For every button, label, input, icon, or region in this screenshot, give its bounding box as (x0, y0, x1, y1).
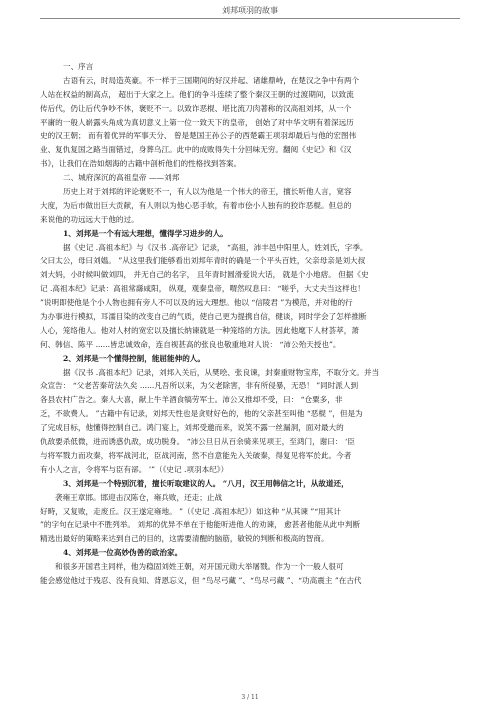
text-line: 了完成目标，他懂得控制自己。鸿门宴上，刘邦受邀而来，说笑不露一丝漏洞，面对最大的 (40, 423, 344, 433)
text-line: 记 .高祖本纪》记录：高祖常繇咸阳， 纵观，观秦皇帝，喟然叹息曰： “嗟乎，大丈夫当这样也！ (40, 284, 365, 294)
text-line: 二、城府深沉的高祖皇帝 ——刘邦 (63, 173, 180, 183)
text-line: ”说明即使他是个小人物也拥有旁人不可以及的远大理想。他以 “信陵君 ”为模范，并对他的行 (40, 298, 353, 308)
text-line: ”的字句在记录中不胜列举。 刘邦的优异不单在于他能听进他人的劝谏， 愈甚者他能从此中判断 (40, 520, 361, 530)
text-line: 乏，不欲费人。 ”古籍中有记录，刘邦天性也是贪财好色的，他的父亲甚至叫他 “恶棍 ”，但是为 (40, 409, 363, 419)
text-line: 有小人之言，令将军与臣有郤。 ’”（《史记 .项羽本纪》） (40, 464, 229, 474)
text-line: 史的汉王朝； 而有着优异的军事天分、 曾是楚国王孙公子的西楚霸王项羽却最后与他的宏图伟 (40, 131, 357, 141)
section-heading: 2、刘邦是一个懂得控制，能屈能伸的人。 (63, 353, 205, 363)
text-line: 平庸的一般人崭露头角成为真切意义上第一位一致天下的皇帝， 创始了对中华文明有着深远历 (40, 117, 354, 127)
text-line: 父曰太公，母曰刘媪。 ”从这里我们能够看出刘邦年青时的确是一个平头百姓，父亲母亲是刘大叔 (40, 256, 366, 266)
text-line: 何、韩信、陈平 ......皆忠诚效命，连自视甚高的张良也敬重地对人说： “沛公殆天授也”。 (40, 339, 341, 349)
page-number: 3 / 11 (241, 694, 259, 701)
text-line: 据《史记 .高祖本纪》与《汉书 .高帝记》记录， “高祖，沛丰邑中阳里人，姓刘氏，字季。 (63, 242, 368, 252)
text-line: 能会感觉他过于残忍、没有良知、背恩忘义，但 “鸟尽弓藏 ”、“鸟尽弓藏 ”、“功高震主 ”在古代 (40, 575, 362, 585)
text-line: 与将军戮力而攻秦，将军战河北，臣战河南，然不自意能先入关破秦，得复见将军於此。今者 (40, 450, 352, 460)
text-line: 古语有云，时局造英豪。不一样于三国期间的好汉并起、诸雄鼎峙，在楚汉之争中有两个 (63, 75, 360, 85)
text-line: 来说他的功远远大于他的过。 (40, 214, 139, 224)
text-line: 众宣告： “父老苦秦苛法久矣 ......凡吾所以来，为父老除害，非有所侵暴，无恐！ ”同时派人到 (40, 381, 359, 391)
page-header: 刘邦项羽的故事 (222, 6, 278, 15)
text-line: 书》，让我们在浩如烟海的古籍中剖析他们的性格找到答案。 (40, 159, 242, 169)
text-line: 好畤，又复败，走废丘。汉王遂定雍地。 ”（《史记 .高祖本纪》）如这种 “从其谏 ”“用其计 (40, 506, 341, 516)
text-line: 人心，笼络他人。他对人材的宽宏以及擅长纳谏就是一种笼络的方法。因此他麾下人材荟萃，萧 (40, 325, 359, 335)
text-line: 精选出最好的策略来达到自己的目的，这需要清醒的脑筋，敏锐的判断和极高的智商。 (40, 534, 329, 544)
text-line: 人站在权益的制高点， 超出于大家之上。他们的争斗连续了整个秦汉王朝的过渡期间，以致流 (40, 89, 354, 99)
section-heading: 1、刘邦是一个有远大理想，懂得学习进步的人。 (63, 228, 228, 238)
text-line: 一、序言 (63, 62, 94, 71)
text-line: 传后代，仍让后代争吵不休，褒贬不一。以致诈恶棍、堪比流刀肉著称的汉高祖刘邦，从一个 (40, 103, 352, 113)
section-heading: 4、刘邦是一位高妙伪善的政治家。 (63, 548, 183, 558)
text-line: 仇敌要杀低微，进而诱惑仇敌，成功脱身。 “沛公旦日从百余骑来见项王，至鸿门，谢曰： ‘臣 (40, 437, 355, 447)
text-line: 为办事进行模拟，耳濡目染的改变自己的气质，使自己更为提携自信，健谈，同时学会了怎样推断 (40, 312, 367, 322)
text-line: 袭雍王章邯。邯迎击汉陈仓，雍兵败，还走；止战 (55, 492, 223, 502)
header-divider (40, 18, 460, 19)
text-line: 业、复仇复国之路当面错过，身葬乌江。此中的成败得失十分回味无穷。翻阅《史记》和《汉 (40, 145, 352, 155)
document-body (40, 60, 462, 588)
text-line: 大度，为后市做出巨大贡献，有人则以为他心恶手软，有着市侩小人独有的狡诈恶棍。但总的 (40, 200, 352, 210)
text-line: 和很多开国君主同样，他为稳固刘姓王朝，对开国元勋大举屠戮。作为一个一般人很可 (55, 562, 344, 572)
section-heading: 3、刘邦是一个特别沉着，擅长听取建议的人。 “八月，汉王用韩信之计，从故道还， (63, 478, 349, 488)
text-line: 历史上对于刘邦的评论褒贬不一，有人以为他是一个伟大的帝王，擅长听他人言，宽容 (63, 187, 352, 197)
text-line: 刘大妈，小时候叫做刘四， 并无自己的名字， 且年青时圆滑爱说大话， 就是个小地痞。 但据《史 (40, 270, 369, 280)
text-line: 据《汉书 .高祖本纪》记录，刘邦入关后，从樊哙、张良谏，封秦重财物宝库，不取分文。并当 (63, 367, 380, 377)
text-line: 各县农村广告之。秦人大喜，献上牛羊酒食犒劳军士。沛公又推却不受，曰： “仓粟多，非 (40, 395, 343, 405)
